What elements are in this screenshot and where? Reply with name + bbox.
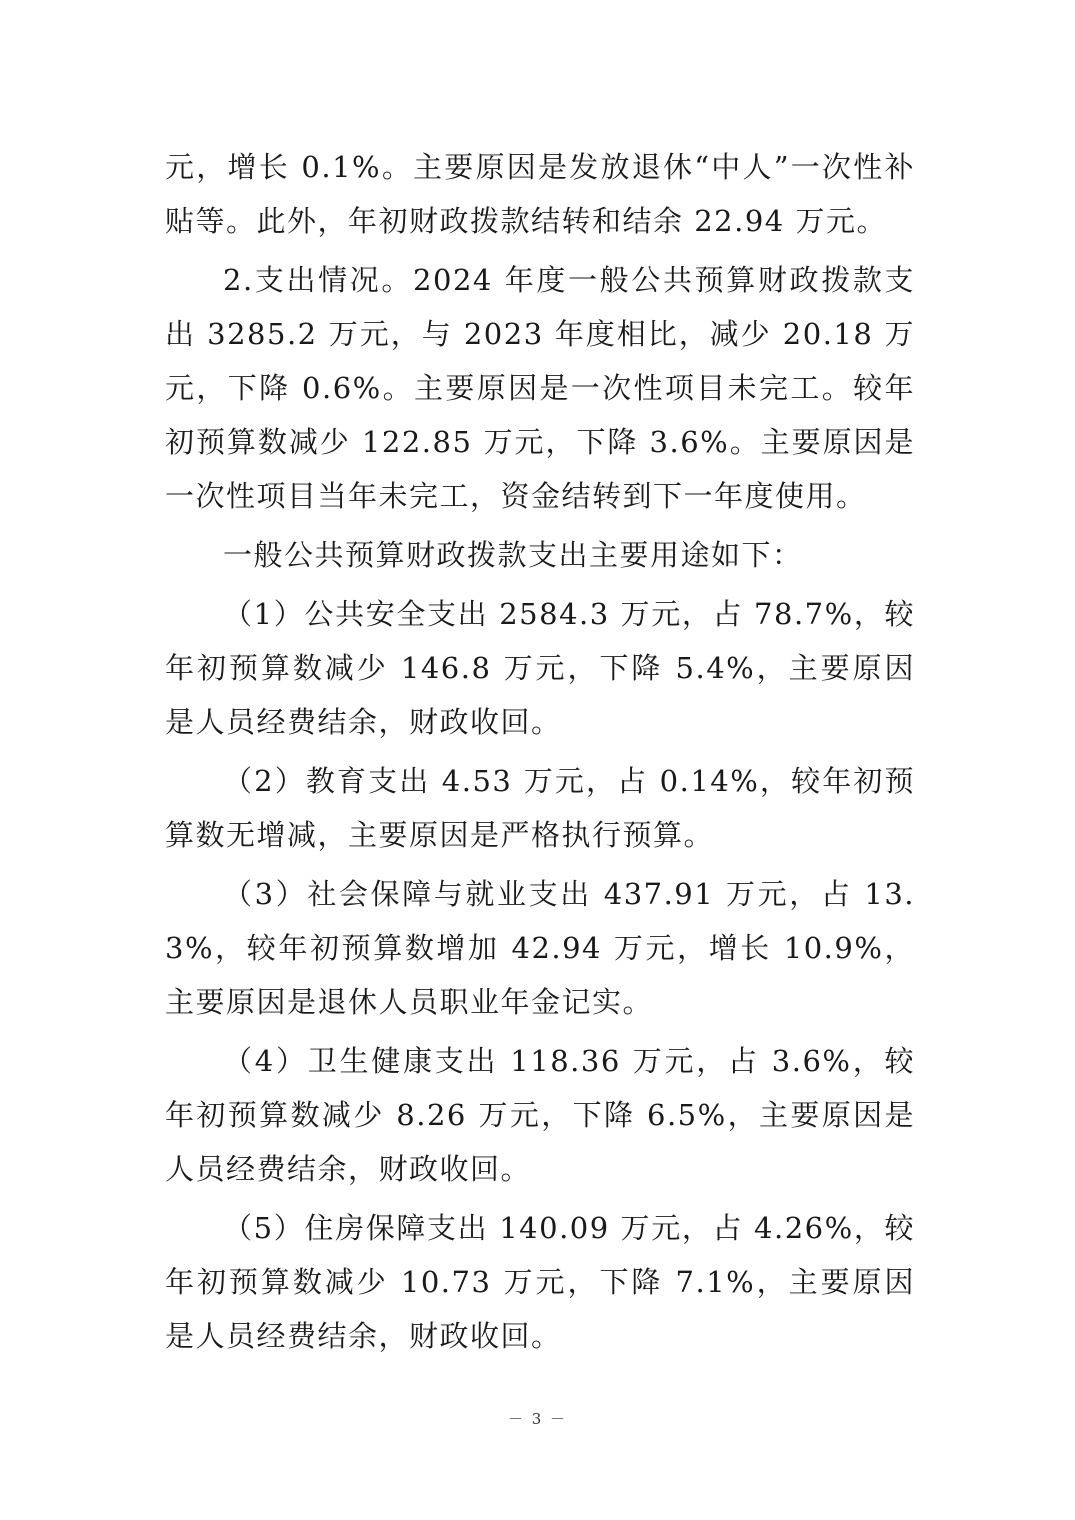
paragraph-social-security: （3）社会保障与就业支出 437.91 万元，占 13.3%，较年初预算数增加 42.94 万元，增长 10.9%，主要原因是退休人员职业年金记实。 [165, 877, 915, 1019]
page-number: － 3 － [507, 1410, 568, 1428]
paragraph-health: （4）卫生健康支出 118.36 万元，占 3.6%，较年初预算数减少 8.26 万元，下降 6.5%，主要原因是人员经费结余，财政收回。 [165, 1044, 915, 1186]
paragraph-education: （2）教育支出 4.53 万元，占 0.14%，较年初预算数无增减，主要原因是严格执行预算。 [165, 764, 915, 852]
paragraph-public-security: （1）公共安全支出 2584.3 万元，占 78.7%，较年初预算数减少 146.8 万元，下降 5.4%，主要原因是人员经费结余，财政收回。 [165, 597, 915, 739]
paragraph-continuation: 元，增长 0.1%。主要原因是发放退休“中人”一次性补贴等。此外，年初财政拨款结转和结余 22.94 万元。 [165, 150, 915, 238]
paragraph-expenditure-overview: 2.支出情况。2024 年度一般公共预算财政拨款支出 3285.2 万元，与 2023 年度相比，减少 20.18 万元，下降 0.6%。主要原因是一次性项目未完工。较年初预算数减少 122.85 万元，下降 3.6%。主要原因是一次性项目当年未完工，资金结转到下一年度使用。 [165, 263, 915, 513]
paragraph-housing: （5）住房保障支出 140.09 万元，占 4.26%，较年初预算数减少 10.73 万元，下降 7.1%，主要原因是人员经费结余，财政收回。 [165, 1211, 915, 1353]
paragraph-main-uses-intro: 一般公共预算财政拨款支出主要用途如下： [223, 538, 803, 572]
document-body [165, 140, 915, 1368]
